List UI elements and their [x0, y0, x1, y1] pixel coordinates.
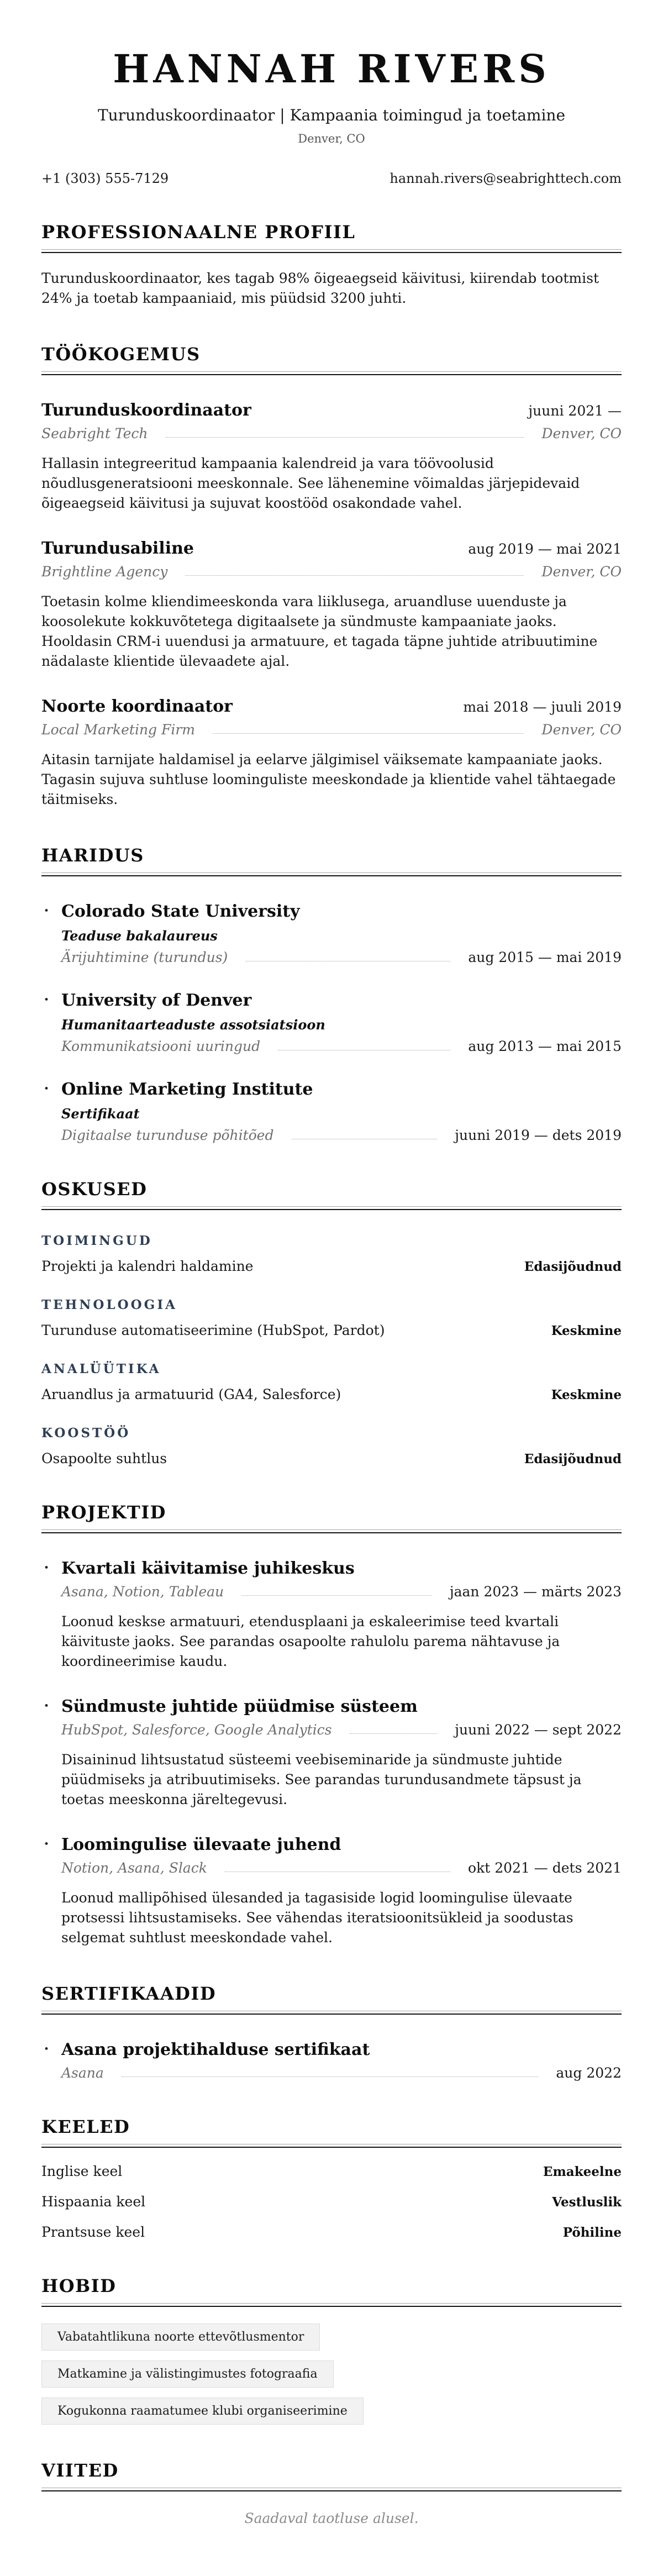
- project-entry: [41, 1559, 622, 1671]
- language-name: Inglise keel: [41, 2163, 123, 2179]
- skill-group: [41, 1426, 622, 1466]
- school-field: Digitaalse turunduse põhitõed: [61, 1127, 274, 1143]
- project-title: Kvartali käivitamise juhikeskus: [61, 1558, 355, 1578]
- certifications-heading: SERTIFIKAADID: [41, 1983, 217, 2004]
- bullet-icon: •: [44, 905, 50, 917]
- job-dates: aug 2019 — mai 2021: [468, 540, 622, 557]
- skill-row: [41, 1322, 622, 1338]
- section-skills: [41, 1179, 622, 1466]
- dotted-leader: [225, 1871, 450, 1872]
- language-row: [41, 2194, 622, 2210]
- job-head: [41, 401, 622, 420]
- project-entry: [41, 1697, 622, 1810]
- skill-name: Projekti ja kalendri haldamine: [41, 1258, 254, 1274]
- profile-text: Turunduskoordinaator, kes tagab 98% õigeaegseid käivitusi, kiirendab tootmist 24% ja toetab kampaaniaid, mis püüdsid 3200 juhti.: [41, 270, 599, 306]
- bullet-icon: •: [44, 1838, 50, 1850]
- bullet-icon: •: [44, 1083, 50, 1095]
- project-tools: HubSpot, Salesforce, Google Analytics: [61, 1721, 332, 1738]
- job-description: Toetasin kolme kliendimeeskonda vara liiklusega, aruandluse uuenduste ja koosolekute kokkuvõtetega digitaalsete ja sündmuste kampaaniate jaoks. Hooldasin CRM-i uuendusi ja armatuure, et tagada täpne juhtide atribuutimine nädalaste klientide ülevaadete ajal.: [41, 593, 598, 669]
- job-subrow: [41, 425, 622, 441]
- bullet-icon: •: [44, 1700, 50, 1712]
- candidate-name: HANNAH RIVERS: [113, 46, 550, 92]
- project-description: Loonud mallipõhised ülesanded ja tagasiside logid loomingulise ülevaate protsessi lihtsustamiseks. See vähendas iteratsioonitsükleid ja soodustas selgemat suhtlust meeskondade vahel.: [61, 1889, 573, 1946]
- contact-row: [41, 171, 622, 186]
- skill-level: Edasijõudnud: [524, 1451, 622, 1466]
- skill-level: Keskmine: [551, 1323, 622, 1338]
- certification-date: aug 2022: [556, 2064, 622, 2081]
- projects-heading: PROJEKTID: [41, 1501, 166, 1523]
- certification-title: Asana projektihalduse sertifikaat: [61, 2039, 370, 2059]
- bullet-icon: •: [44, 1562, 50, 1574]
- language-name: Hispaania keel: [41, 2193, 146, 2210]
- dotted-leader: [350, 1733, 438, 1734]
- section-profile: [41, 222, 622, 308]
- education-entry: [41, 1080, 622, 1143]
- section-certifications: [41, 1983, 622, 2081]
- experience-heading: TÖÖKOGEMUS: [41, 343, 201, 365]
- school-dates: aug 2013 — mai 2015: [468, 1038, 622, 1054]
- section-rule: [41, 249, 622, 253]
- language-level: Vestluslik: [552, 2194, 622, 2210]
- project-description: Loonud keskse armatuuri, etendusplaani ja eskaleerimise teed kvartali käivituste jaoks. See parandas osapoolte rahulolu parema nähtavuse ja koordineerimise kaudu.: [61, 1613, 560, 1669]
- project-entry: [41, 1835, 622, 1948]
- language-level: Põhiline: [562, 2225, 622, 2240]
- dotted-leader: [241, 1595, 432, 1596]
- section-references: [41, 2460, 622, 2526]
- project-dates: jaan 2023 — märts 2023: [449, 1583, 622, 1600]
- certification-entry: [41, 2040, 622, 2081]
- dotted-leader: [122, 2076, 539, 2077]
- skill-group: [41, 1297, 622, 1338]
- job-company: Brightline Agency: [41, 563, 168, 580]
- project-title: Loomingulise ülevaate juhend: [61, 1834, 341, 1854]
- school-subrow: [61, 949, 622, 965]
- education-entry: [41, 902, 622, 965]
- section-rule: [41, 872, 622, 876]
- school-dates: aug 2015 — mai 2019: [468, 949, 622, 965]
- candidate-title: Turunduskoordinaator | Kampaania toimingud ja toetamine: [97, 106, 566, 124]
- skill-row: [41, 1258, 622, 1274]
- job-subrow: [41, 722, 622, 738]
- skill-group: [41, 1233, 622, 1274]
- job-dates: mai 2018 — juuli 2019: [463, 698, 622, 715]
- project-subrow: [61, 1860, 622, 1876]
- skill-category: TOIMINGUD: [41, 1233, 152, 1248]
- section-rule: [41, 371, 622, 375]
- skill-name: Osapoolte suhtlus: [41, 1450, 167, 1466]
- job-description: Hallasin integreeritud kampaania kalendreid ja vara töövoolusid nõudlusgeneratsiooni meeskonnale. See lähenemine võimaldas järjepidevaid õigeaegseid käivitusi ja sujuvat koostööd osakondade vahel.: [41, 455, 580, 511]
- section-education: [41, 845, 622, 1143]
- job-dates: juuni 2021 —: [528, 402, 622, 419]
- languages-heading: KEELED: [41, 2116, 130, 2137]
- dotted-leader: [166, 437, 524, 438]
- hobby-chip: Matkamine ja välistingimustes fotograafia: [41, 2361, 334, 2388]
- job-company: Seabright Tech: [41, 425, 148, 441]
- resume-header: [41, 46, 622, 186]
- job-entry: [41, 539, 622, 671]
- section-languages: [41, 2116, 622, 2240]
- email-address: hannah.rivers@seabrighttech.com: [390, 170, 622, 186]
- dotted-leader: [185, 575, 524, 576]
- phone-number: +1 (303) 555-7129: [41, 170, 169, 186]
- skill-name: Turunduse automatiseerimine (HubSpot, Pardot): [41, 1322, 385, 1338]
- skill-group: [41, 1361, 622, 1402]
- section-rule: [41, 1206, 622, 1210]
- education-entry: [41, 991, 622, 1054]
- language-level: Emakeelne: [543, 2164, 622, 2179]
- school-subrow: [61, 1127, 622, 1143]
- language-name: Prantsuse keel: [41, 2223, 145, 2240]
- references-note: Saadaval taotluse alusel.: [244, 2510, 419, 2526]
- skill-category: TEHNOLOOGIA: [41, 1297, 177, 1312]
- job-title: Turunduskoordinaator: [41, 400, 251, 420]
- job-company: Local Marketing Firm: [41, 721, 195, 738]
- skill-row: [41, 1386, 622, 1402]
- certification-issuer: Asana: [61, 2064, 104, 2081]
- project-tools: Asana, Notion, Tableau: [61, 1583, 224, 1600]
- bullet-icon: •: [44, 2043, 50, 2055]
- project-title: Sündmuste juhtide püüdmise süsteem: [61, 1696, 418, 1716]
- job-location: Denver, CO: [541, 563, 622, 580]
- job-head: [41, 697, 622, 716]
- school-dates: juuni 2019 — dets 2019: [455, 1127, 622, 1143]
- school-degree: Humanitaarteaduste assotsiatsioon: [61, 1016, 325, 1033]
- skill-level: Edasijõudnud: [524, 1259, 622, 1274]
- bullet-icon: •: [44, 994, 50, 1006]
- section-rule: [41, 2011, 622, 2015]
- section-rule: [41, 2303, 622, 2307]
- references-heading: VIITED: [41, 2459, 119, 2481]
- section-rule: [41, 1529, 622, 1533]
- project-subrow: [61, 1722, 622, 1738]
- skill-category: ANALÜÜTIKA: [41, 1361, 161, 1376]
- education-heading: HARIDUS: [41, 844, 144, 866]
- section-rule: [41, 2488, 622, 2491]
- school-subrow: [61, 1038, 622, 1054]
- job-location: Denver, CO: [541, 425, 622, 441]
- job-entry: [41, 401, 622, 513]
- skill-category: KOOSTÖÖ: [41, 1425, 131, 1441]
- school-name: Colorado State University: [61, 901, 300, 921]
- project-dates: juuni 2022 — sept 2022: [455, 1721, 622, 1738]
- school-field: Kommunikatsiooni uuringud: [61, 1038, 261, 1054]
- hobby-chip: Vabatahtlikuna noorte ettevõtlusmentor: [41, 2323, 320, 2351]
- language-row: [41, 2224, 622, 2240]
- section-rule: [41, 2144, 622, 2148]
- school-degree: Sertifikaat: [61, 1105, 140, 1122]
- hobbies-heading: HOBID: [41, 2275, 117, 2296]
- job-entry: [41, 697, 622, 809]
- job-description: Aitasin tarnijate haldamisel ja eelarve jälgimisel väiksemate kampaaniate jaoks. Tagasin sujuva suhtluse loominguliste meeskondade ja klientide vahel tähtaegade täitmiseks.: [41, 751, 616, 807]
- project-description: Disaininud lihtsustatud süsteemi veebiseminaride ja sündmuste juhtide püüdmiseks ja atribuutimiseks. See parandas turundusandmete täpsust ja toetas meeskonna järeltegevusi.: [61, 1751, 582, 1807]
- profile-heading: PROFESSIONAALNE PROFIIL: [41, 221, 356, 243]
- certification-subrow: [61, 2065, 622, 2081]
- dotted-leader: [213, 733, 524, 734]
- job-location: Denver, CO: [541, 721, 622, 738]
- language-row: [41, 2163, 622, 2179]
- hobby-chip: Kogukonna raamatumee klubi organiseerimine: [41, 2398, 364, 2425]
- school-field: Ärijuhtimine (turundus): [61, 949, 228, 965]
- skill-row: [41, 1450, 622, 1466]
- school-name: Online Marketing Institute: [61, 1079, 313, 1099]
- skill-level: Keskmine: [551, 1387, 622, 1402]
- section-hobbies: [41, 2275, 622, 2425]
- hobby-chips: [41, 2323, 483, 2425]
- school-name: University of Denver: [61, 990, 252, 1010]
- job-title: Turundusabiline: [41, 538, 194, 558]
- candidate-location: Denver, CO: [298, 132, 365, 145]
- section-projects: [41, 1502, 622, 1948]
- job-head: [41, 539, 622, 558]
- skill-name: Aruandlus ja armatuurid (GA4, Salesforce): [41, 1386, 341, 1402]
- job-title: Noorte koordinaator: [41, 696, 233, 716]
- school-degree: Teaduse bakalaureus: [61, 927, 218, 944]
- skills-heading: OSKUSED: [41, 1178, 148, 1200]
- project-dates: okt 2021 — dets 2021: [468, 1859, 622, 1876]
- project-tools: Notion, Asana, Slack: [61, 1859, 207, 1876]
- job-subrow: [41, 564, 622, 580]
- section-experience: [41, 344, 622, 809]
- project-subrow: [61, 1584, 622, 1600]
